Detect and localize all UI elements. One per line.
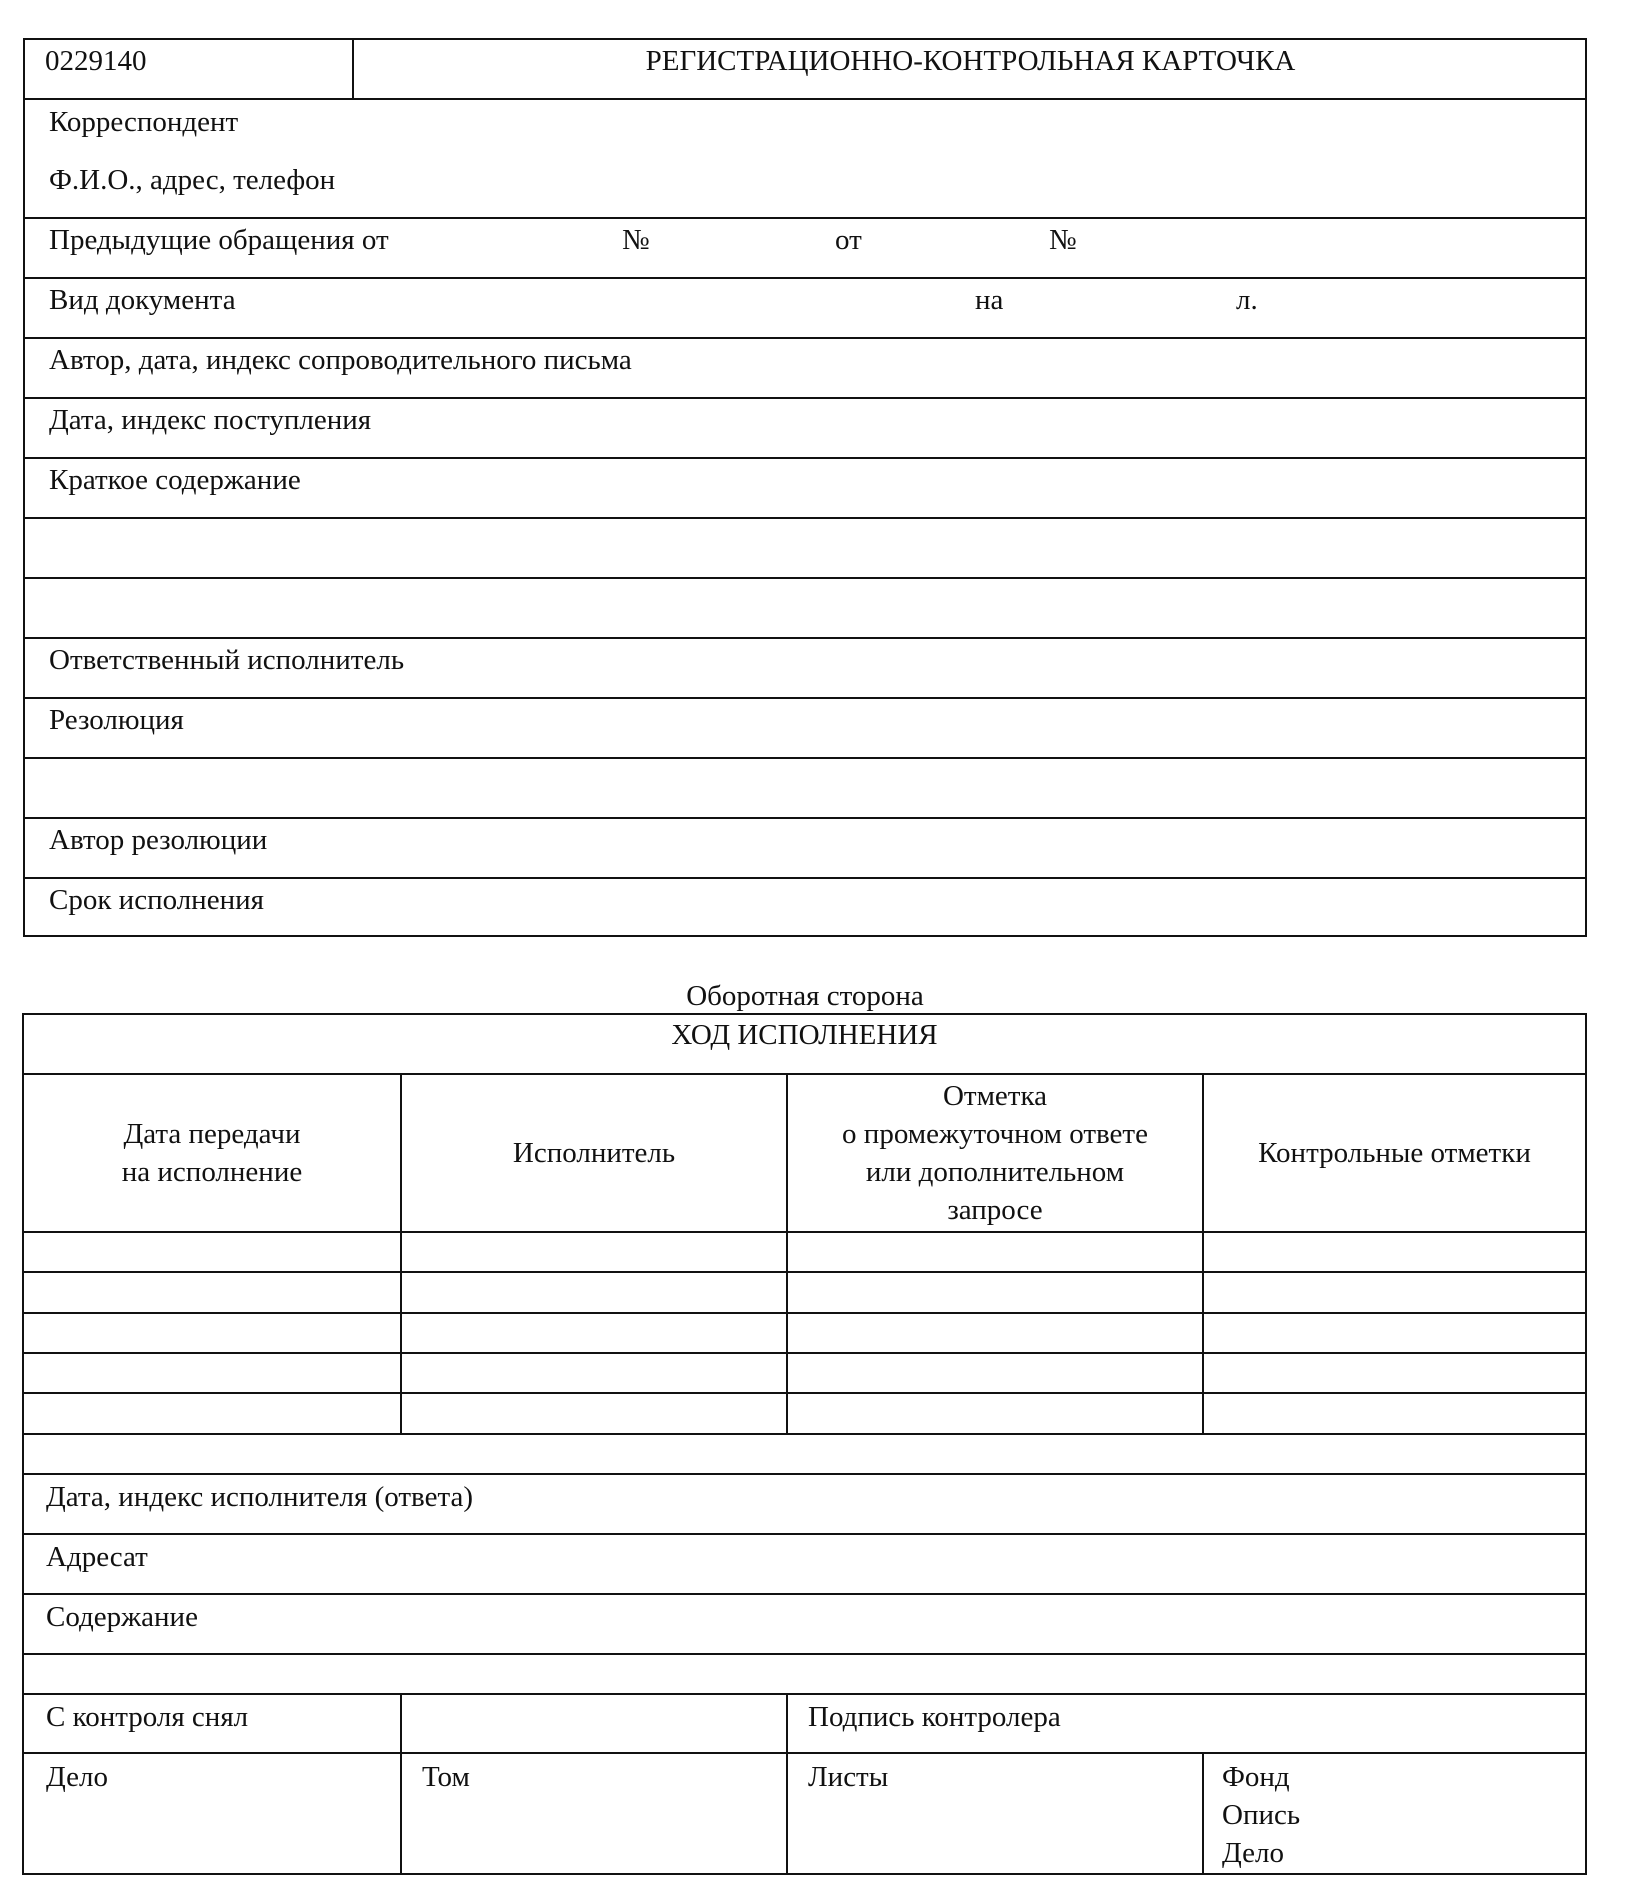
addressee-label: Адресат [46,1541,148,1573]
row-resolution-author [25,817,1585,819]
back-caption: Оборотная сторона [686,980,924,1012]
col-header-control: Контрольные отметки [1258,1137,1531,1169]
summary-label: Краткое содержание [49,464,301,496]
previous-from-2: от [835,224,862,256]
row-content-line [24,1653,1585,1655]
receipt-label: Дата, индекс поступления [49,404,372,436]
row-blank [24,1433,1585,1435]
resolution-author-label: Автор резолюции [49,824,268,856]
control-divider-2 [786,1693,788,1873]
previous-num-1: № [622,224,650,256]
deadline-label: Срок исполнения [49,884,264,916]
row-addressee [24,1533,1585,1535]
inventory-label: Опись [1222,1799,1301,1831]
doc-type-on: на [975,284,1004,316]
pages-label: Листы [808,1761,889,1793]
row-summary-line-1 [25,517,1585,519]
row-previous [25,217,1585,219]
col-divider-1 [400,1073,402,1433]
previous-label: Предыдущие обращения от [49,224,389,256]
row-control [24,1693,1585,1695]
fund-label: Фонд [1222,1761,1290,1793]
front-card [23,38,1587,937]
table-row [24,1392,1585,1394]
card-number: 0229140 [45,45,147,77]
row-resolution-line [25,757,1585,759]
resolution-label: Резолюция [49,704,184,736]
row-summary-line-2 [25,577,1585,579]
back-card [22,1013,1587,1875]
row-answer [24,1473,1585,1475]
row-archive [24,1752,1585,1754]
table-row [24,1271,1585,1273]
control-divider-1 [400,1693,402,1873]
doc-type-sheets: л. [1236,284,1258,316]
author-letter-label: Автор, дата, индекс сопроводительного письма [49,344,632,376]
col-divider-2 [786,1073,788,1433]
archive-divider-3 [1202,1752,1204,1873]
table-row [24,1352,1585,1354]
row-executor [25,637,1585,639]
row-summary [25,457,1585,459]
answer-label: Дата, индекс исполнителя (ответа) [46,1481,473,1513]
row-deadline [25,877,1585,879]
row-author-letter [25,337,1585,339]
case-label: Дело [46,1761,108,1793]
doc-type-label: Вид документа [49,284,236,316]
row-content [24,1593,1585,1595]
card-title: РЕГИСТРАЦИОННО-КОНТРОЛЬНАЯ КАРТОЧКА [645,45,1296,77]
row-correspondent [25,98,1585,100]
progress-title: ХОД ИСПОЛНЕНИЯ [671,1019,938,1051]
executor-label: Ответственный исполнитель [49,644,405,676]
row-receipt [25,397,1585,399]
row-doc-type [25,277,1585,279]
table-row [24,1231,1585,1233]
col-header-date: Дата передачи на исполнение [121,1118,303,1188]
previous-num-2: № [1049,224,1077,256]
row-resolution [25,697,1585,699]
correspondent-label: Корреспондент [49,106,239,138]
col-divider-3 [1202,1073,1204,1433]
table-row [24,1312,1585,1314]
volume-label: Том [422,1761,470,1793]
row-table-header [24,1073,1585,1075]
case2-label: Дело [1222,1837,1284,1869]
col-header-executor: Исполнитель [512,1137,676,1169]
controller-sign-label: Подпись контролера [808,1701,1061,1733]
correspondent-sub-label: Ф.И.О., адрес, телефон [49,164,336,196]
col-header-mark: Отметка о промежуточном ответе или дополнительном запросе [842,1080,1148,1226]
content-label: Содержание [46,1601,198,1633]
removed-label: С контроля снял [46,1701,249,1733]
